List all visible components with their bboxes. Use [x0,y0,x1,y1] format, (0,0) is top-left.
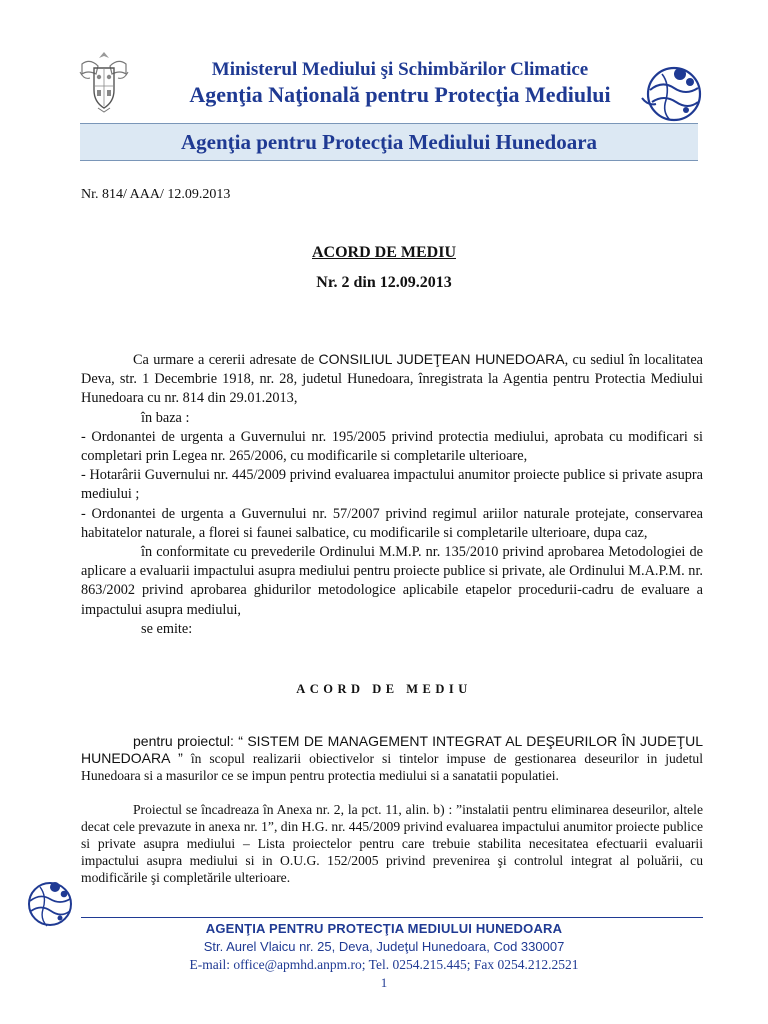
project-section [81,733,703,887]
intro-paragraph [81,350,703,409]
legal-basis-item-1: - Ordonantei de urgenta a Guvernului nr. 195/2005 privind protectia mediului, aprobata cu modificari si completari prin Legea nr. 265/2006, cu modificarile si completarile ulterioare, [81,428,703,465]
project-name: “ SISTEM DE MANAGEMENT INTEGRAT AL DEŞEURILOR ÎN JUDEŢUL HUNEDOARA ” [81,733,703,767]
national-agency-title: Agenţia Naţională pentru Protecţia Mediului [189,82,611,107]
acord-subheading: ACORD DE MEDIU [296,682,472,696]
document-body [81,350,703,639]
environment-agency-globe-logo-icon [640,60,708,128]
legal-basis-item-2: - Hotarârii Guvernului nr. 445/2009 privind evaluarea impactului anumitor proiecte publice si private asupra mediului ; [81,467,703,503]
document-title: ACORD DE MEDIU [312,244,456,261]
registration-number: Nr. 814/ AAA/ 12.09.2013 [81,187,231,202]
footer-divider [81,917,703,918]
project-paragraph [81,733,703,785]
project-purpose: în scopul realizarii obiectivelor si tintelor impuse de gestionarea deseurilor in judetul Hunedoara si a masurilor ce se impun pentru protectia mediului si a sanatatii populatiei. [81,751,703,784]
project-prefix: pentru proiectul: [133,733,239,749]
local-agency-banner [80,123,698,161]
footer-address: Str. Aurel Vlaicu nr. 25, Deva, Judeţul Hunedoara, Cod 330007 [203,939,565,954]
annex-paragraph: Proiectul se încadreaza în Anexa nr. 2, la pct. 11, alin. b) : ”instalatii pentru eliminarea deseurilor, altele decat cele prevazute in anexa nr. 1”, din H.G. nr. 445/2009 privind evaluarea impactului anumitor proiecte publice si private asupra mediului – Lista proiectelor pentru care trebuie stabilita necesitatea efectuarii evaluarii impactului asupra mediului si in O.U.G. 152/2005 privind prevenirea şi controlul integrat al poluării, cu modificările şi completările ulterioare. [81,801,703,886]
footer-contact: E-mail: office@apmhd.anpm.ro; Tel. 0254.215.445; Fax 0254.212.2521 [189,957,579,972]
page-number: 1 [380,975,388,990]
footer-agency-name: AGENŢIA PENTRU PROTECŢIA MEDIULUI HUNEDOARA [205,921,563,936]
intro-prefix: Ca urmare a cererii adresate de [133,352,319,368]
issued-line: se emite: [141,620,193,637]
document-number: Nr. 2 din 12.09.2013 [316,274,452,291]
intro-suffix: , cu sediul în localitatea Deva, str. 1 Decembrie 1918, nr. 28, judetul Hunedoara, înregistrata la Agentia pentru Protectia Mediului Hunedoara cu nr. 814 din 29.01.2013, [81,352,704,407]
romania-coat-of-arms-icon [76,50,132,114]
applicant-name: CONSILIUL JUDEŢEAN HUNEDOARA [318,351,565,367]
ministry-title: Ministerul Mediului şi Schimbărilor Climatice [211,59,589,80]
local-agency-title: Agenţia pentru Protecţia Mediului Hunedoara [180,130,598,154]
conformity-paragraph: în conformitate cu prevederile Ordinului M.M.P. nr. 135/2010 privind aprobarea Metodologiei de aplicare a evaluarii impactului asupra mediului pentru proiecte publice si private, ale Ordinului M.A.P.M. nr. 863/2002 privind aprobarea ghidurilor metodologice aplicabile etapelor procedurii-cadru de evaluare a impactului asupra mediului, [81,544,703,618]
basis-line: în baza : [141,409,190,426]
legal-basis-item-3: - Ordonantei de urgenta a Guvernului nr. 57/2007 privind regimul ariilor naturale protejate, conservarea habitatelor naturale, a florei si faunei salbatice, cu modificarile si completarile ulterioare, dupa caz, [81,505,703,541]
